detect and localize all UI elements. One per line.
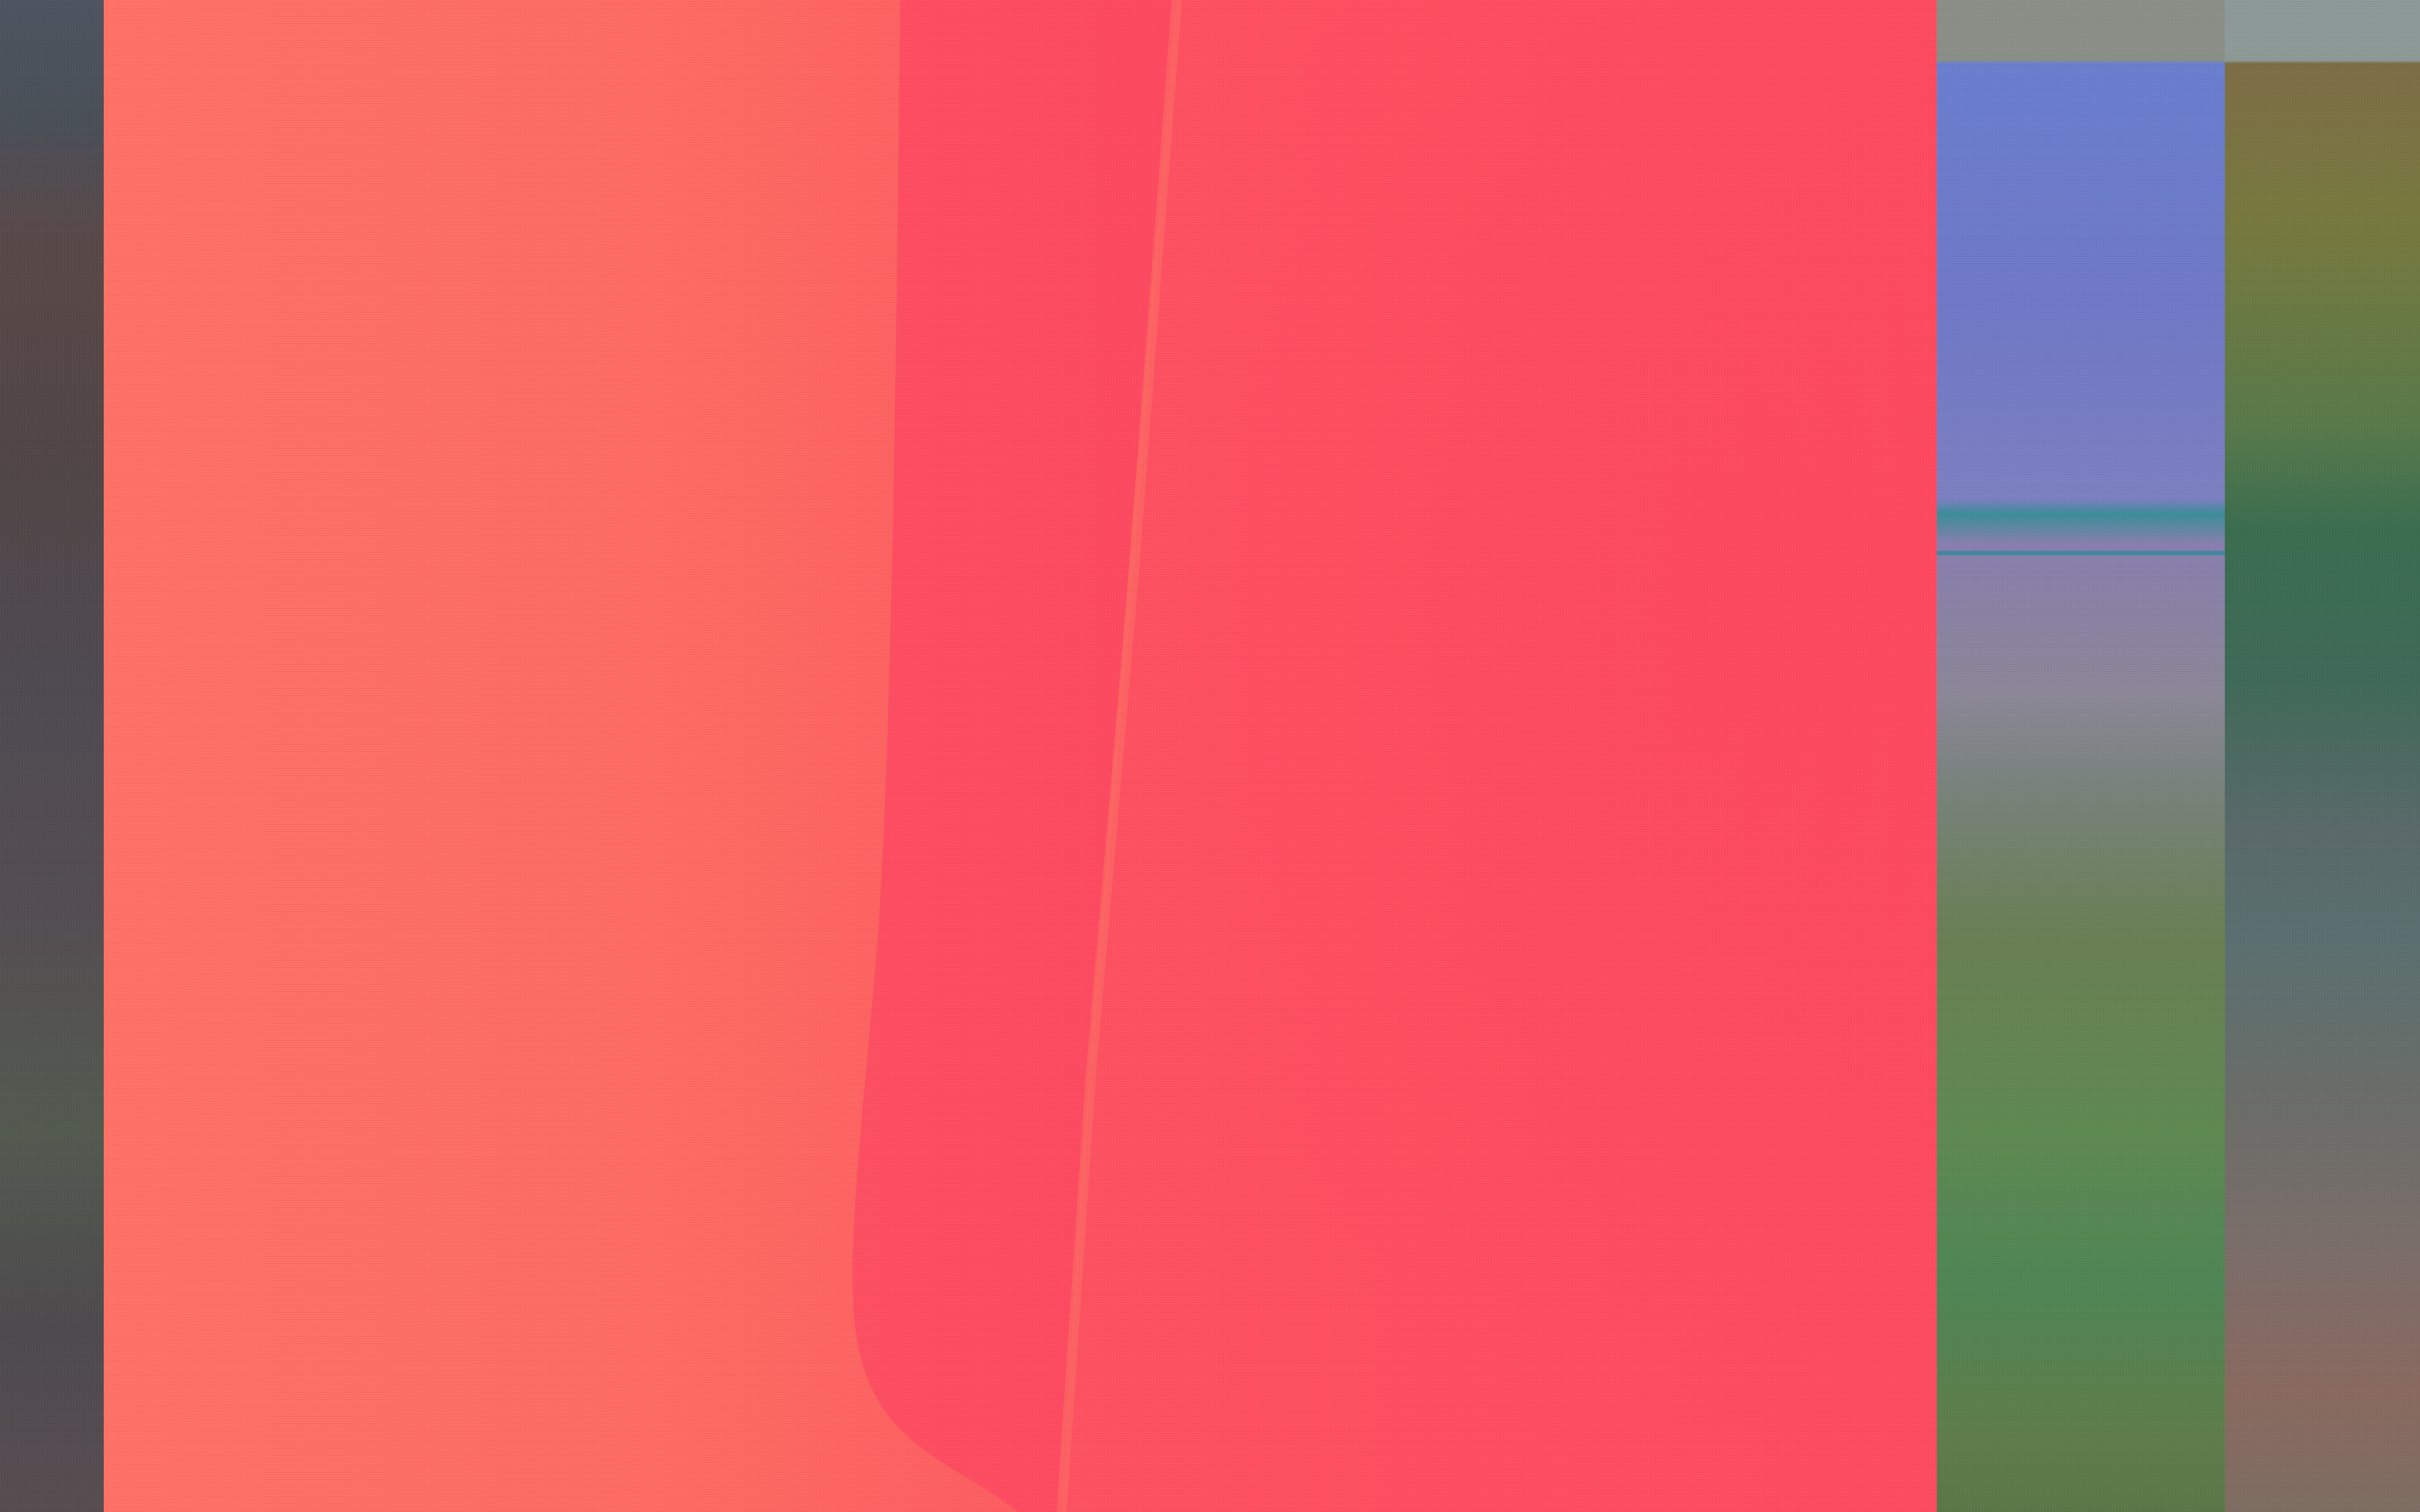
thumbnail-column-2	[2225, 0, 2420, 1512]
film-grain-overlay	[2225, 0, 2420, 1512]
right-panel-shape	[1062, 0, 1937, 1512]
film-grain-overlay	[1937, 0, 2225, 1512]
film-grain-overlay	[0, 0, 104, 1512]
main-photo-area	[104, 0, 1937, 1512]
thumbnail-column-1	[1937, 0, 2225, 1512]
thumbnail-top-bar	[1937, 0, 2225, 59]
thumbnail-top-bar	[2225, 0, 2420, 59]
photo-shapes	[104, 0, 1937, 1512]
left-edge-strip	[0, 0, 104, 1512]
horizon-line	[1937, 551, 2225, 555]
